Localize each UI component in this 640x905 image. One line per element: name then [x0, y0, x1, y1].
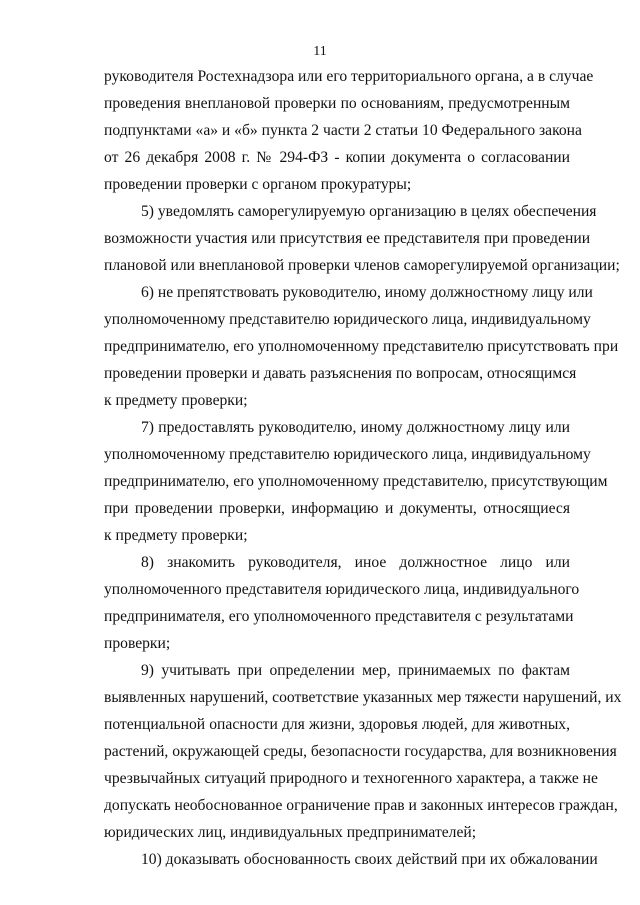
- text-line: проведении проверки и давать разъяснения по вопросам, относящимся: [104, 365, 577, 382]
- text-line: чрезвычайных ситуаций природного и техногенного характера, а также не: [104, 770, 598, 787]
- text-line: предпринимателя, его уполномоченного представителя с результатами: [104, 608, 574, 625]
- text-line: подпунктами «а» и «б» пункта 2 части 2 статьи 10 Федерального закона: [104, 122, 582, 139]
- list-item-8-line: 8) знакомить руководителя, иное должностное лицо или: [141, 554, 570, 571]
- list-item-5-line: 5) уведомлять саморегулируемую организацию в целях обеспечения: [141, 203, 597, 220]
- text-line: предпринимателю, его уполномоченному представителю присутствовать при: [104, 338, 619, 355]
- text-line: уполномоченному представителю юридического лица, индивидуальному: [104, 311, 591, 328]
- text-line: проведения внеплановой проверки по основаниям, предусмотренным: [104, 95, 570, 112]
- list-item-6-line: 6) не препятствовать руководителю, иному должностному лицу или: [141, 284, 593, 301]
- list-item-9-line: 9) учитывать при определении мер, принимаемых по фактам: [141, 662, 570, 679]
- text-line: к предмету проверки;: [104, 527, 248, 544]
- page-number: 11: [313, 44, 327, 59]
- text-line: растений, окружающей среды, безопасности государства, для возникновения: [104, 743, 617, 760]
- text-line: уполномоченного представителя юридического лица, индивидуального: [104, 581, 580, 598]
- text-line: руководителя Ростехнадзора или его территориального органа, а в случае: [104, 68, 594, 85]
- text-line: выявленных нарушений, соответствие указанных мер тяжести нарушений, их: [104, 689, 622, 706]
- text-line: при проведении проверки, информацию и документы, относящиеся: [104, 500, 570, 517]
- text-line: проверки;: [104, 635, 171, 652]
- text-line: допускать необоснованное ограничение прав и законных интересов граждан,: [104, 797, 618, 814]
- text-line: возможности участия или присутствия ее представителя при проведении: [104, 230, 591, 247]
- text-line: уполномоченному представителю юридического лица, индивидуальному: [104, 446, 591, 463]
- text-line: юридических лиц, индивидуальных предпринимателей;: [104, 824, 477, 841]
- text-line: проведении проверки с органом прокуратуры;: [104, 176, 412, 193]
- text-line: потенциальной опасности для жизни, здоровья людей, для животных,: [104, 716, 570, 733]
- list-item-7-line: 7) предоставлять руководителю, иному должностному лицу или: [141, 419, 570, 436]
- text-line: от 26 декабря 2008 г. № 294-ФЗ - копии документа о согласовании: [104, 149, 570, 166]
- text-line: предпринимателю, его уполномоченному представителю, присутствующим: [104, 473, 608, 490]
- list-item-10-line: 10) доказывать обоснованность своих действий при их обжаловании: [141, 851, 598, 868]
- text-line: к предмету проверки;: [104, 392, 248, 409]
- text-line: плановой или внеплановой проверки членов саморегулируемой организации;: [104, 257, 620, 274]
